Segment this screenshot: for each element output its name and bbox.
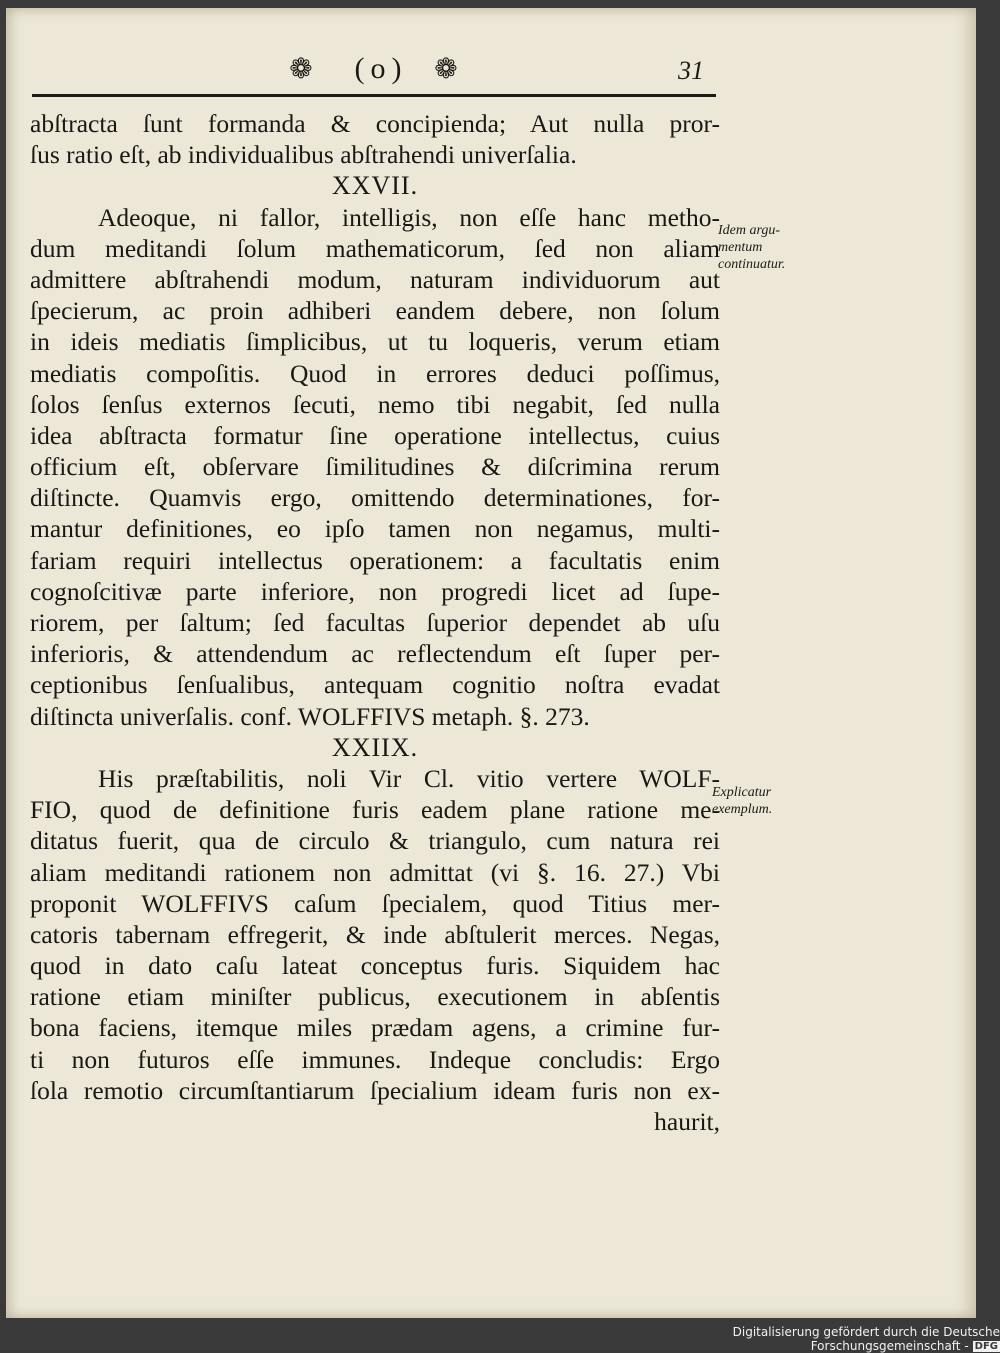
text-line: fariam requiri intellectus operationem: a facultatis enim (30, 545, 720, 575)
main-text-block (30, 108, 720, 1137)
section-heading: XXVII. (331, 171, 419, 201)
text-line: idea abſtracta formatur ſine operatione intellectus, cuius (30, 420, 720, 450)
text-line: abſtracta ſunt formanda & concipienda; Aut nulla pror- (30, 109, 720, 138)
text-line: diſtincta univerſalis. conf. WOLFFIVS metaph. §. 273. (30, 701, 590, 731)
margin-note (712, 784, 812, 818)
text-line: Adeoque, ni fallor, intelligis, non eſſe hanc metho- (98, 202, 720, 232)
text-line: haurit, (654, 1107, 720, 1136)
margin-note-line: mentum (718, 240, 763, 255)
text-line: ti non futuros eſſe immunes. Indeque concludis: Ergo (30, 1044, 720, 1074)
margin-note-line: Explicatur (712, 785, 772, 800)
text-line: ſolos ſenſus externos ſecuti, nemo tibi negabit, ſed nulla (30, 389, 720, 419)
flower-ornament-icon: ❁ (434, 52, 458, 85)
margin-note-line: continuatur. (718, 257, 786, 272)
text-line: admittere abſtrahendi modum, naturam individuorum aut (30, 264, 720, 294)
text-line: quod in dato caſu lateat conceptus furis. Siquidem hac (30, 951, 720, 981)
margin-note (718, 222, 818, 273)
running-header (6, 48, 976, 88)
dfg-logo-icon: DFG (974, 1341, 998, 1352)
text-line: His præſtabilitis, noli Vir Cl. vitio vertere WOLF- (98, 763, 720, 793)
text-line: ſus ratio eſt, ab individualibus abſtrahendi univerſalia. (30, 140, 577, 170)
margin-note-line: exemplum. (712, 802, 773, 817)
header-rule (32, 94, 716, 97)
text-line: riorem, per ſaltum; ſed facultas ſuperior dependet ab uſu (30, 608, 720, 637)
text-line: ſola remotio circumſtantiarum ſpecialium ideam furis non ex- (30, 1075, 720, 1105)
text-line: ceptionibus ſenſualibus, antequam cognitio noſtra evadat (30, 670, 720, 700)
text-line: in ideis mediatis ſimplicibus, ut tu loqueris, verum etiam (30, 327, 720, 357)
text-line: mediatis compoſitis. Quod in errores deduci poſſimus, (30, 358, 720, 388)
text-line: dum meditandi ſolum mathematicorum, ſed non aliam (30, 233, 720, 263)
text-line: inferioris, & attendendum ac reflectendum eſt ſuper per- (30, 639, 720, 669)
text-line: ſpecierum, ac proin adhiberi eandem debere, non ſolum (30, 296, 720, 326)
text-line: ratione etiam miniſter publicus, executionem in abſentis (30, 982, 720, 1012)
header-center-mark: (o) (354, 52, 408, 85)
text-line: mantur definitiones, eo ipſo tamen non negamus, multi- (30, 514, 720, 544)
flower-ornament-icon: ❁ (289, 52, 313, 85)
text-line: proponit WOLFFIVS caſum ſpecialem, quod Titius mer- (30, 888, 720, 918)
text-line: bona faciens, itemque miles prædam agens, a crimine fur- (30, 1013, 720, 1043)
text-line: ditatus fuerit, qua de circulo & triangulo, cum natura rei (30, 826, 720, 856)
text-line: officium eſt, obſervare ſimilitudines & diſcrimina rerum (30, 452, 720, 482)
footer-text: Digitalisierung gefördert durch die Deutsche Forschungsgemeinschaft - (732, 1325, 1000, 1353)
text-line: catoris tabernam effregerit, & inde abſtulerit merces. Negas, (30, 919, 720, 949)
text-line: aliam meditandi rationem non admittat (vi §. 16. 27.) Vbi (30, 857, 720, 887)
section-heading: XXIIX. (331, 732, 419, 762)
text-line: FIO, quod de definitione furis eadem plane ratione me- (30, 795, 720, 825)
digitization-footer (600, 1325, 1000, 1353)
page-number: 31 (678, 56, 704, 85)
book-page (6, 8, 976, 1318)
margin-note-line: Idem argu- (718, 223, 781, 238)
text-line: cognoſcitivæ parte inferiore, non progredi licet ad ſupe- (30, 576, 720, 606)
text-line: diſtincte. Quamvis ergo, omittendo determinationes, for- (30, 483, 720, 513)
